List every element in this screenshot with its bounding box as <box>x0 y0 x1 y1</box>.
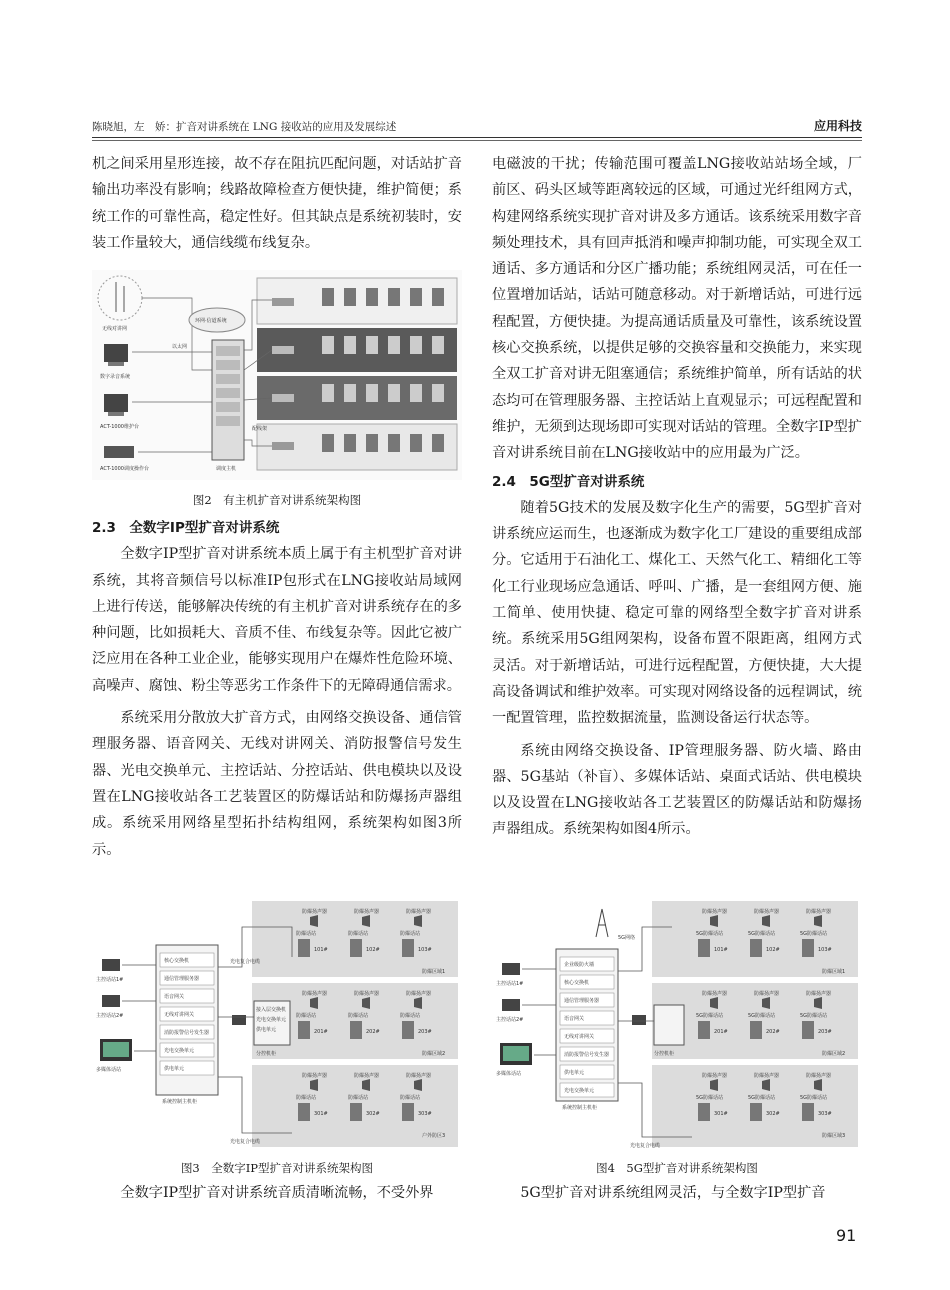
station-number: 101# <box>714 947 728 953</box>
speaker-label: 防爆扬声器 <box>406 991 432 997</box>
figure-3-caption: 图3 全数字IP型扩音对讲系统架构图 <box>180 1161 374 1175</box>
phone-icon <box>402 1021 414 1039</box>
station-number: 102# <box>766 947 780 953</box>
figure-3 <box>92 897 462 1152</box>
phone-label: 防爆话站 <box>348 1095 369 1101</box>
fig3-sub-cabinet-label: 分控机柜 <box>256 1051 277 1057</box>
phone-icon <box>402 939 414 957</box>
fig4-station-mm: 多媒体话站 <box>496 1071 522 1077</box>
core-item-label: 供电单元 <box>164 1066 185 1072</box>
speaker-label: 防爆扬声器 <box>302 909 328 915</box>
fig2-label-recording: 数字录音系统 <box>100 374 131 380</box>
zone-label: 防爆区域1 <box>422 969 446 975</box>
speaker-icon <box>710 997 718 1009</box>
phone-icon <box>298 1021 310 1039</box>
right-column-top <box>492 151 862 843</box>
phone-icon <box>698 1021 710 1039</box>
zone-label: 防爆区域1 <box>822 969 846 975</box>
fig3-core-items <box>160 953 214 1075</box>
phone-label: 5G防爆话站 <box>696 1095 724 1101</box>
phone-label: 5G防爆话站 <box>696 931 724 937</box>
speaker-label: 防爆扬声器 <box>354 991 380 997</box>
speaker-icon <box>310 997 318 1009</box>
fig2-label-frame: 配线架 <box>252 426 268 432</box>
core-item-label: 语音网关 <box>564 1016 585 1022</box>
fig3-core-label: 系统控制主机柜 <box>162 1099 198 1105</box>
speaker-icon <box>762 1079 770 1091</box>
station-number: 103# <box>818 947 832 953</box>
fig2-label-host: 调度主机 <box>216 466 237 472</box>
station-number: 302# <box>366 1111 380 1117</box>
speaker-icon <box>814 997 822 1009</box>
phone-label: 5G防爆话站 <box>800 931 828 937</box>
phone-label: 防爆话站 <box>296 1095 317 1101</box>
station-number: 102# <box>366 947 380 953</box>
phone-icon <box>298 939 310 957</box>
speaker-icon <box>414 997 422 1009</box>
speaker-icon <box>414 915 422 927</box>
speaker-label: 防爆扬声器 <box>302 991 328 997</box>
core-item-label: 通信管理服务器 <box>164 976 200 982</box>
speaker-icon <box>814 1079 822 1091</box>
figure-2-caption: 图2 有主机扩音对讲系统架构图 <box>192 493 362 507</box>
left-column-middle <box>92 515 462 863</box>
core-item-label: 消防报警信号发生器 <box>164 1030 210 1036</box>
zone-label: 户外防区3 <box>422 1133 446 1139</box>
speaker-label: 防爆扬声器 <box>702 991 728 997</box>
phone-icon <box>298 1103 310 1121</box>
left-paragraph-1: 机之间采用星形连接，故不存在阻抗匹配问题，对话站扩音输出功率没有影响；线路故障检查方便快捷，维护简便；系统工作的可靠性高，稳定性好。但其缺点是系统初装时，安装工作量较大，通信线缆布线复杂。 <box>92 156 462 251</box>
core-item-label: 无线对讲网关 <box>164 1012 195 1018</box>
phone-icon <box>802 1021 814 1039</box>
station-number: 202# <box>366 1029 380 1035</box>
fig3-station-mm: 多媒体话站 <box>96 1067 122 1073</box>
speaker-icon <box>414 1079 422 1091</box>
core-item-label: 语音网关 <box>164 994 185 1000</box>
right-paragraph-3: 系统由网络交换设备、IP管理服务器、防火墙、路由器、5G基站（补盲）、多媒体话站、桌面式话站、供电模块以及设置在LNG接收站各工艺装置区的防爆话站和防爆扬声器组成。系统架构如图4所示。 <box>492 742 862 838</box>
speaker-label: 防爆扬声器 <box>354 909 380 915</box>
speaker-label: 防爆扬声器 <box>754 1073 780 1079</box>
station-number: 303# <box>418 1111 432 1117</box>
core-item-label: 通信管理服务器 <box>564 998 600 1004</box>
zone-label: 防爆区域2 <box>422 1051 446 1057</box>
fig2-label-ring: 环网·信道系统 <box>195 318 227 324</box>
core-item-label: 核心交换机 <box>564 980 590 986</box>
fig3-sub-item-1: 接入层交换机 <box>256 1007 287 1013</box>
phone-label: 5G防爆话站 <box>696 1013 724 1019</box>
fig4-station-2: 主控话站2# <box>496 1017 524 1023</box>
figure-4-caption: 图4 5G型扩音对讲系统架构图 <box>596 1161 758 1175</box>
header-journal: 应用科技 <box>813 119 862 133</box>
fig2-label-ethernet: 以太网 <box>172 344 188 350</box>
speaker-icon <box>762 997 770 1009</box>
speaker-icon <box>310 1079 318 1091</box>
station-number: 202# <box>766 1029 780 1035</box>
core-item-label: 光电交换单元 <box>564 1088 595 1094</box>
speaker-label: 防爆扬声器 <box>406 909 432 915</box>
phone-icon <box>350 939 362 957</box>
section-2-4-heading: 2.4 5G型扩音对讲系统 <box>492 473 645 490</box>
speaker-icon <box>710 1079 718 1091</box>
phone-label: 防爆话站 <box>296 1013 317 1019</box>
fig3-fiber-label-1: 光电复合电缆 <box>230 959 261 965</box>
station-number: 203# <box>418 1029 432 1035</box>
speaker-label: 防爆扬声器 <box>806 991 832 997</box>
header-rule-top <box>92 137 862 138</box>
figure-2 <box>92 270 462 480</box>
left-column-top <box>92 151 462 256</box>
core-item-label: 消防报警信号发生器 <box>564 1052 610 1058</box>
speaker-label: 防爆扬声器 <box>754 909 780 915</box>
fig2-label-maint: ACT-1000维护台 <box>100 424 139 430</box>
speaker-label: 防爆扬声器 <box>754 991 780 997</box>
station-number: 101# <box>314 947 328 953</box>
phone-label: 防爆话站 <box>348 931 369 937</box>
phone-label: 防爆话站 <box>400 931 421 937</box>
speaker-icon <box>310 915 318 927</box>
station-number: 303# <box>818 1111 832 1117</box>
speaker-label: 防爆扬声器 <box>806 909 832 915</box>
speaker-icon <box>362 997 370 1009</box>
speaker-label: 防爆扬声器 <box>702 909 728 915</box>
station-number: 301# <box>314 1111 328 1117</box>
station-number: 301# <box>714 1111 728 1117</box>
speaker-icon <box>362 1079 370 1091</box>
station-number: 103# <box>418 947 432 953</box>
running-header <box>92 116 862 136</box>
station-number: 203# <box>818 1029 832 1035</box>
core-item-label: 光电交换单元 <box>164 1048 195 1054</box>
phone-label: 防爆话站 <box>400 1013 421 1019</box>
phone-icon <box>802 1103 814 1121</box>
station-number: 201# <box>314 1029 328 1035</box>
left-column-bottom <box>92 1180 462 1206</box>
left-paragraph-3: 系统采用分散放大扩音方式，由网络交换设备、通信管理服务器、语音网关、无线对讲网关、消防报警信号发生器、光电交换单元、主控话站、分控话站、供电模块以及设置在LNG接收站各工艺装置区的防爆话站和防爆扬声器组成。系统采用网络星型拓扑结构组网，系统架构如图3所示。 <box>92 710 462 858</box>
speaker-icon <box>710 915 718 927</box>
phone-label: 5G防爆话站 <box>800 1013 828 1019</box>
station-number: 201# <box>714 1029 728 1035</box>
phone-icon <box>698 939 710 957</box>
core-item-label: 企业级防火墙 <box>564 962 595 968</box>
page-number: 91 <box>836 1226 857 1245</box>
fig3-station-1: 主控话站1# <box>96 977 124 983</box>
speaker-icon <box>762 915 770 927</box>
figure-4 <box>492 897 862 1152</box>
phone-icon <box>698 1103 710 1121</box>
right-paragraph-1: 电磁波的干扰；传输范围可覆盖LNG接收站站场全域，厂前区、码头区域等距离较远的区域，可通过光纤组网方式，构建网络系统实现扩音对讲及多方通话。该系统采用数字音频处理技术，具有回声抵消和噪声抑制功能，可实现全双工通话、多方通话和分区广播功能；系统组网灵活，可在任一位置增加话站，话站可随意移动。对于新增话站，可进行远程配置，方便快捷。为提高通话质量及可靠性，该系统设置核心交换系统，以提供足够的交换容量和交换能力，来实现全双工扩音对讲无阻塞通信；系统维护简单，所有话站的状态均可在管理服务器、主控话站上直观显示；可远程配置和维护，无须到达现场即可实现对话站的管理。全数字IP型扩音对讲系统目前在LNG接收站中的应用最为广泛。 <box>492 156 862 462</box>
phone-icon <box>402 1103 414 1121</box>
speaker-label: 防爆扬声器 <box>302 1073 328 1079</box>
fig4-sub-cabinet-label: 分控机柜 <box>654 1051 675 1057</box>
core-item-label: 核心交换机 <box>164 958 190 964</box>
fig3-sub-item-3: 供电单元 <box>256 1027 277 1033</box>
speaker-label: 防爆扬声器 <box>406 1073 432 1079</box>
left-paragraph-2: 全数字IP型扩音对讲系统本质上属于有主机型扩音对讲系统，其将音频信号以标准IP包形式在LNG接收站局域网上进行传送，能够解决传统的有主机扩音对讲系统存在的多种问题，比如损耗大、音质不佳、布线复杂等。因此它被广泛应用在各种工业企业，能够实现用户在爆炸性危险环境、高噪声、腐蚀、粉尘等恶劣工作条件下的无障碍通信需求。 <box>92 546 462 694</box>
right-column-bottom <box>492 1180 862 1206</box>
phone-icon <box>350 1103 362 1121</box>
phone-label: 防爆话站 <box>296 931 317 937</box>
fig3-sub-item-2: 光电交换单元 <box>256 1017 287 1023</box>
fig3-station-2: 主控话站2# <box>96 1013 124 1019</box>
phone-icon <box>802 939 814 957</box>
phone-label: 5G防爆话站 <box>748 931 776 937</box>
section-2-3-heading: 2.3 全数字IP型扩音对讲系统 <box>92 520 280 536</box>
core-item-label: 无线对讲网关 <box>564 1034 595 1040</box>
speaker-label: 防爆扬声器 <box>354 1073 380 1079</box>
zone-label: 防爆区域2 <box>822 1051 846 1057</box>
speaker-icon <box>814 915 822 927</box>
phone-label: 5G防爆话站 <box>748 1013 776 1019</box>
phone-label: 5G防爆话站 <box>800 1095 828 1101</box>
phone-icon <box>350 1021 362 1039</box>
phone-label: 防爆话站 <box>348 1013 369 1019</box>
left-paragraph-4: 全数字IP型扩音对讲系统音质清晰流畅，不受外界 <box>120 1185 434 1201</box>
speaker-label: 防爆扬声器 <box>702 1073 728 1079</box>
phone-label: 防爆话站 <box>400 1095 421 1101</box>
phone-label: 5G防爆话站 <box>748 1095 776 1101</box>
phone-icon <box>750 1103 762 1121</box>
zone-label: 防爆区域3 <box>822 1133 846 1139</box>
right-paragraph-4: 5G型扩音对讲系统组网灵活，与全数字IP型扩音 <box>520 1185 826 1201</box>
right-paragraph-2: 随着5G技术的发展及数字化生产的需要，5G型扩音对讲系统应运而生，也逐渐成为数字化工厂建设的重要组成部分。它适用于石油化工、煤化工、天然气化工、精细化工等化工行业现场应急通话、呼叫、广播，是一套组网方便、施工简单、使用快捷、稳定可靠的网络型全数字扩音对讲系统。系统采用5G组网架构，设备布置不限距离，组网方式灵活。对于新增话站，可进行远程配置，方便快捷，大大提高设备调试和维护效率。可实现对网络设备的远程调试，统一配置管理，监控数据流量，监测设备运行状态等。 <box>492 499 862 727</box>
fig3-fiber-label-2: 光电复合电缆 <box>230 1139 261 1145</box>
phone-icon <box>750 939 762 957</box>
core-item-label: 供电单元 <box>564 1070 585 1076</box>
fig4-core-label: 系统控制主机柜 <box>562 1105 598 1111</box>
speaker-label: 防爆扬声器 <box>806 1073 832 1079</box>
phone-icon <box>750 1021 762 1039</box>
station-number: 302# <box>766 1111 780 1117</box>
fig2-label-wireless: 无线对讲网 <box>102 326 128 332</box>
speaker-icon <box>362 915 370 927</box>
fig4-fiber-label: 光电复合电缆 <box>630 1143 661 1149</box>
fig4-station-1: 主控话站1# <box>496 981 524 987</box>
header-authors-title: 陈晓旭，左 娇：扩音对讲系统在 LNG 接收站的应用及发展综述 <box>92 121 397 133</box>
fig2-label-console: ACT-1000调度操作台 <box>100 466 149 472</box>
header-rule-bottom <box>92 140 862 141</box>
fig4-net-label: 5G网络 <box>618 935 636 941</box>
